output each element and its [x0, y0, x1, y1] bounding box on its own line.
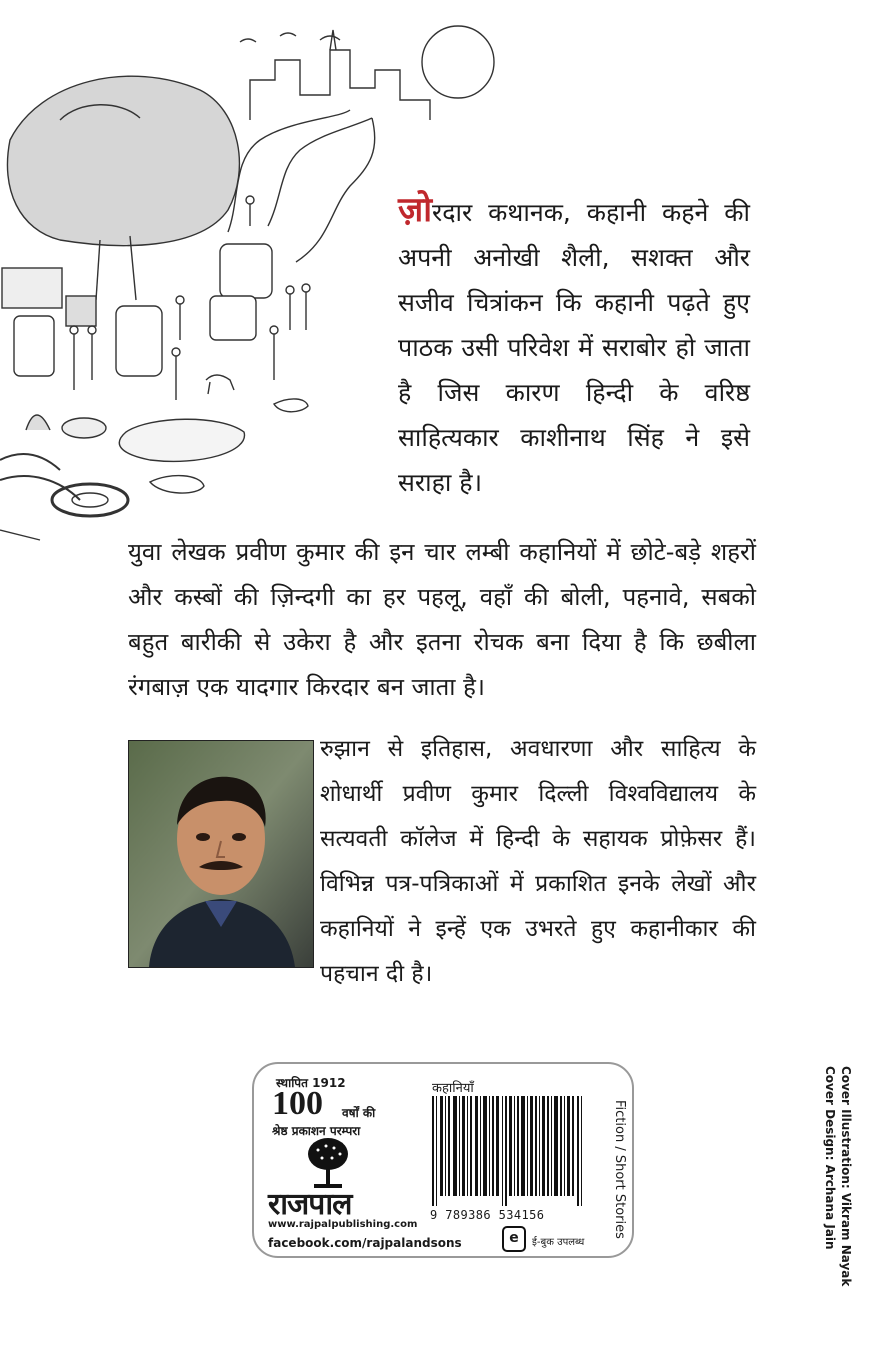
publisher-panel	[252, 1062, 634, 1258]
blurb-intro	[398, 188, 750, 505]
genre-english: Fiction / Short Stories	[612, 1100, 627, 1239]
publisher-website[interactable]: www.rajpalpublishing.com	[268, 1219, 418, 1230]
publisher-name: राजपाल	[268, 1187, 352, 1222]
design-credit: Cover Design: Archana Jain	[823, 1066, 837, 1250]
facebook-link[interactable]: facebook.com/rajpalandsons	[268, 1236, 462, 1250]
isbn-number: 9 789386 534156	[430, 1208, 545, 1222]
years-suffix: वर्षों की	[342, 1106, 376, 1120]
blurb-intro-text: रदार कथानक, कहानी कहने की अपनी अनोखी शैली, सशक्त और सजीव चित्रांकन कि कहानी पढ़ते हुए पाठक उसी परिवेश में सराबोर हो जाता है जिस कारण हिन्दी के वरिष्ठ साहित्यकार काशीनाथ सिंह ने इसे सराहा है।	[398, 198, 750, 497]
tree-logo-icon	[306, 1136, 350, 1192]
ebook-label: ई-बुक उपलब्ध	[532, 1237, 585, 1248]
years-number: 100	[272, 1085, 323, 1122]
illustration-credit: Cover Illustration: Vikram Nayak	[839, 1066, 853, 1287]
cover-credits	[822, 1066, 854, 1286]
blurb-main: युवा लेखक प्रवीण कुमार की इन चार लम्बी कहानियों में छोटे-बड़े शहरों और कस्बों की ज़िन्दगी का हर पहलू, वहाँ की बोली, पहनावे, सबको बहुत बारीकी से उकेरा है और इतना रोचक बना दिया है कि छबीला रंगबाज़ एक यादगार किरदार बन जाता है।	[128, 538, 756, 701]
drop-cap: ज़ो	[398, 190, 433, 230]
author-photo	[128, 740, 314, 968]
ebook-icon: e	[502, 1226, 526, 1252]
established-label: स्थापित 1912	[276, 1076, 346, 1090]
publishing-tradition: श्रेष्ठ प्रकाशन परम्परा	[272, 1124, 361, 1138]
genre-hindi: कहानियाँ	[432, 1081, 474, 1096]
author-bio: रुझान से इतिहास, अवधारणा और साहित्य के शोधार्थी प्रवीण कुमार दिल्ली विश्वविद्यालय के सत्यवती कॉलेज में हिन्दी के सहायक प्रोफ़ेसर हैं। विभिन्न पत्र-पत्रिकाओं में प्रकाशित इनके लेखों और कहानियों ने इन्हें एक उभरते हुए कहानीकार की पहचान दी है।	[320, 736, 756, 987]
isbn-barcode	[430, 1096, 586, 1206]
